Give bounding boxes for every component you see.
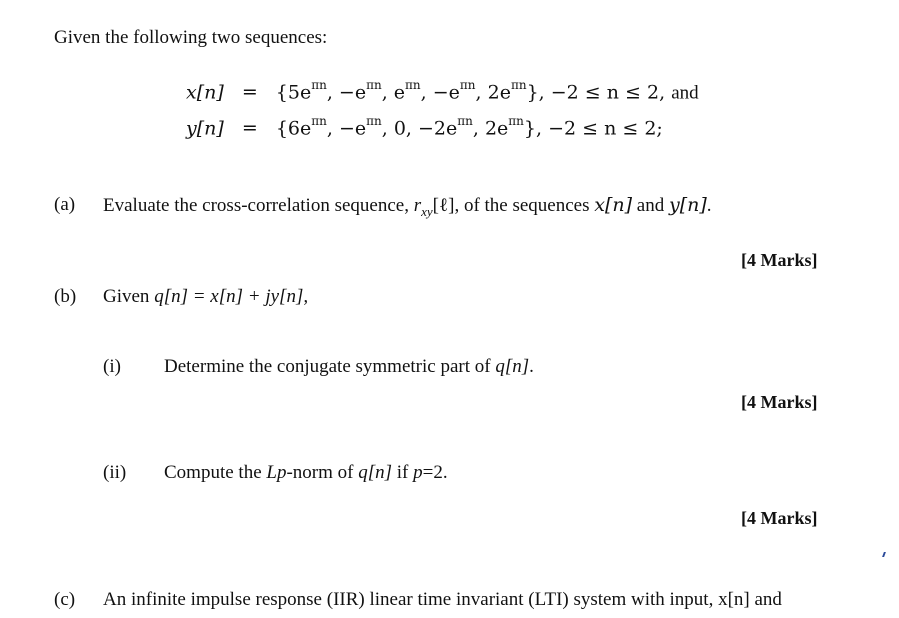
eq-x-and: and <box>671 82 699 104</box>
eq-x-sup-3: πn <box>459 78 476 92</box>
part-b-ii-body4: =2. <box>422 462 448 483</box>
part-b-i-q: q[n] <box>495 356 530 377</box>
part-a-end: . <box>706 195 712 216</box>
eq-y-item-2: , 0, −2e <box>381 117 458 140</box>
part-a-sub: xy <box>421 203 433 219</box>
eq-y-sup-3: πn <box>508 114 524 128</box>
stray-mark <box>882 552 886 557</box>
part-b-i-text <box>164 356 534 378</box>
part-a-label: (a) <box>54 194 76 215</box>
intro-text: Given the following two sequences: <box>54 27 328 48</box>
part-c-label: (c) <box>54 589 76 610</box>
eq-x-range: }, −2 ≤ n ≤ 2, <box>526 81 666 104</box>
eq-x-sup-4: πn <box>510 78 527 92</box>
eq-x-item-1: , −e <box>326 81 367 104</box>
part-b-ii-q: q[n] <box>358 462 393 483</box>
eq-y-sup: πn <box>311 114 327 128</box>
part-b-i-marks: [4 Marks] <box>741 392 818 412</box>
part-a-x: x[n] <box>594 194 633 216</box>
part-a-marks: [4 Marks] <box>741 250 818 270</box>
part-b-ii-body: Compute the <box>164 462 267 483</box>
part-b-i-body: Determine the conjugate symmetric part of <box>164 356 496 377</box>
part-a-r: r <box>413 195 422 216</box>
eq-x-item-3: , −e <box>420 81 460 104</box>
eq-x-lhs: x[n] <box>186 81 224 104</box>
part-b-i-end: . <box>529 356 534 377</box>
eq-y-item-3: , 2e <box>472 117 509 140</box>
part-b-ii-text <box>164 462 448 484</box>
part-a-y: y[n] <box>668 194 707 216</box>
equation-y <box>186 116 663 139</box>
eq-x-sup: πn <box>311 78 327 92</box>
part-a-text-mid: , of the sequences <box>454 195 595 216</box>
part-b-text <box>103 286 308 308</box>
part-c-text: An infinite impulse response (IIR) linear time invariant (LTI) system with input, x[n] and <box>103 589 782 610</box>
part-a-text-before: Evaluate the cross-correlation sequence, <box>103 195 414 216</box>
part-a-and: and <box>632 195 669 216</box>
eq-y-equals: = <box>241 117 258 140</box>
part-b-ii-lp: Lp <box>266 462 287 483</box>
eq-y-open: {6e <box>275 117 312 140</box>
part-b-ii-label: (ii) <box>103 462 127 483</box>
eq-x-sup-2: πn <box>405 78 421 92</box>
eq-y-range: }, −2 ≤ n ≤ 2; <box>523 117 663 140</box>
part-b-ii-p: p <box>413 462 423 483</box>
part-b-label: (b) <box>54 286 77 307</box>
eq-y-lhs: y[n] <box>186 117 224 140</box>
part-b-ii-body3: if <box>392 462 414 483</box>
part-b-given: Given <box>103 286 155 307</box>
equation-x <box>186 80 699 104</box>
eq-x-sup-1: πn <box>366 78 382 92</box>
eq-x-item-4: , 2e <box>475 81 511 104</box>
part-a-arg: [ℓ] <box>432 195 455 216</box>
part-b-qdef: q[n] = x[n] + jy[n], <box>154 286 309 307</box>
part-a-text <box>103 194 712 220</box>
eq-y-sup-2: πn <box>457 114 473 128</box>
eq-y-item-1: , −e <box>326 117 367 140</box>
eq-y-sup-1: πn <box>366 114 382 128</box>
eq-x-equals: = <box>241 81 258 104</box>
part-b-i-label: (i) <box>103 356 121 377</box>
part-b-ii-body2: -norm of <box>286 462 359 483</box>
part-b-ii-marks: [4 Marks] <box>741 508 818 528</box>
eq-x-item-2: , e <box>381 81 406 104</box>
eq-x-open: {5e <box>275 81 312 104</box>
